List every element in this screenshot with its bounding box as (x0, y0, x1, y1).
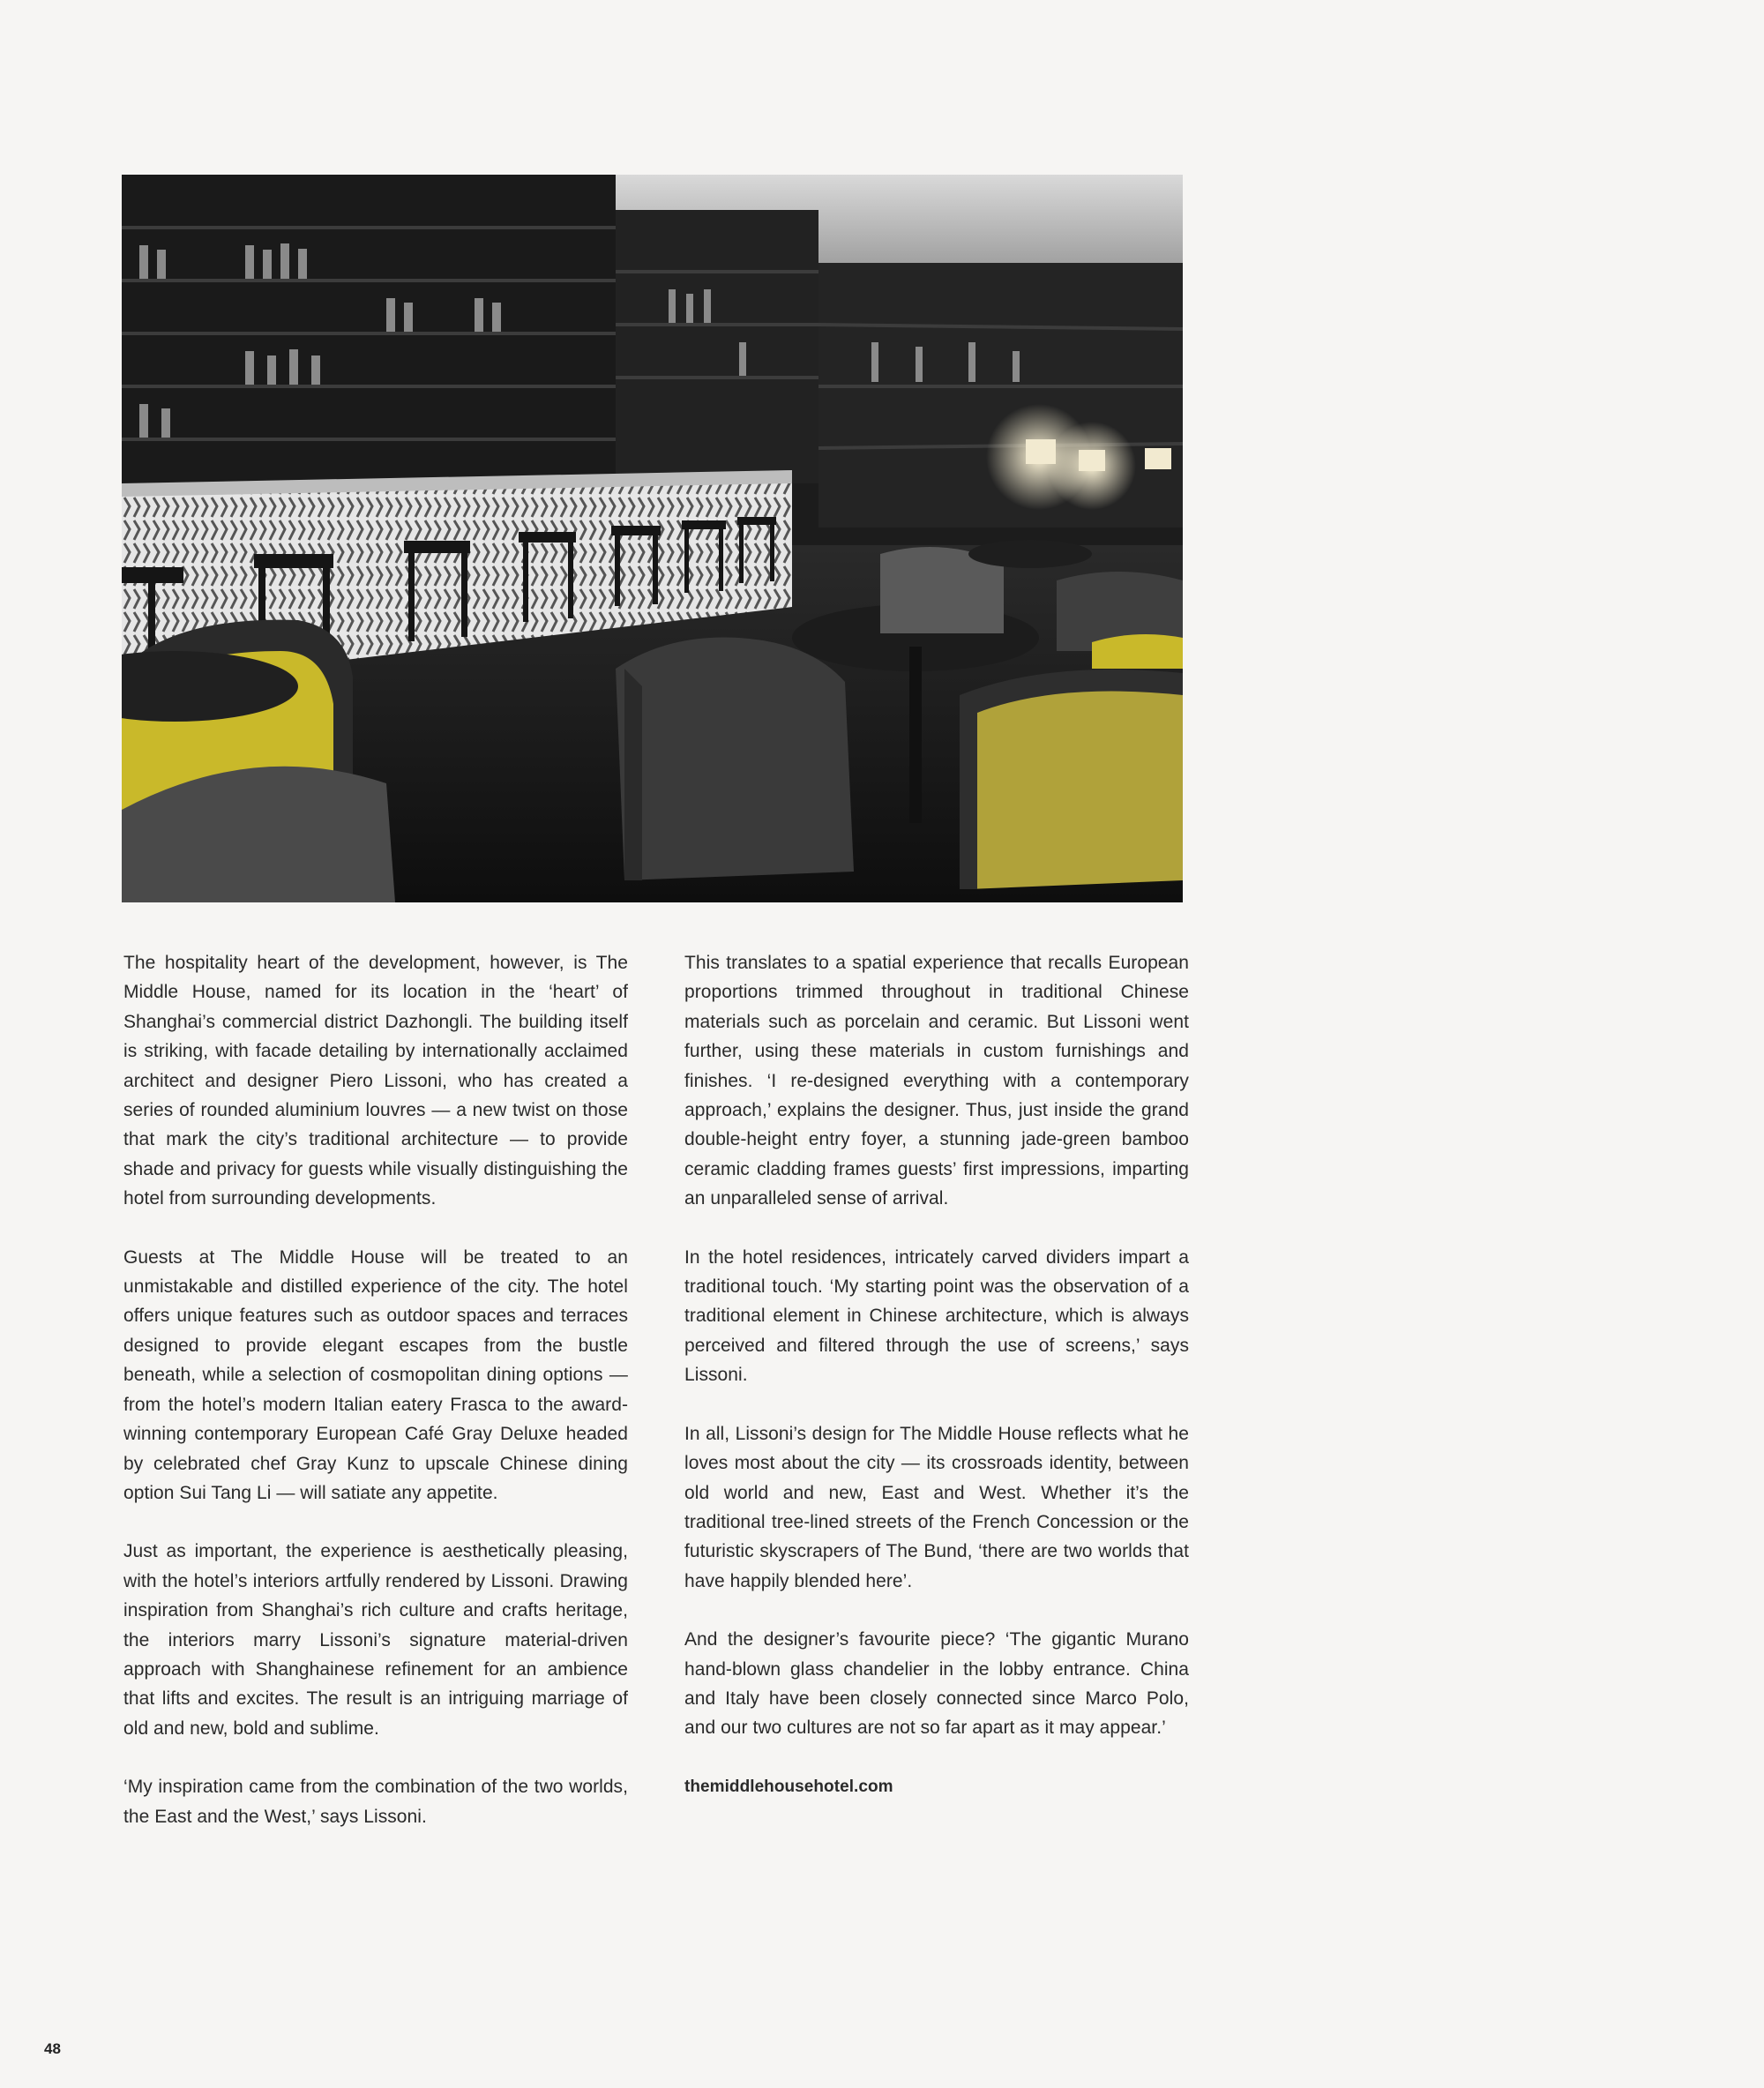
body-paragraph: The hospitality heart of the development, however, is The Middle House, named for its location in the ‘heart’ of Shanghai’s commercial district Dazhongli. The building itself is striking, with facade detailing by internationally acclaimed architect and designer Piero Lissoni, who has created a series of rounded aluminium louvres — a new twist on those that mark the city’s traditional architecture — to provide shade and privacy for guests while visually distinguishing the hotel from surrounding developments. (123, 953, 628, 1209)
bar-interior-illustration (122, 175, 1183, 902)
bar-interior-photo (122, 175, 1183, 902)
body-paragraph: This translates to a spatial experience that recalls European proportions trimmed throughout in traditional Chinese materials such as porcelain and ceramic. But Lissoni went further, using these materials in custom furnishings and finishes. ‘I re-designed everything with a contemporary approach,’ explains the designer. Thus, just inside the grand double-height entry foyer, a stunning jade-green bamboo ceramic cladding frames guests’ first impressions, imparting an unparalleled sense of arrival. (684, 953, 1189, 1209)
body-paragraph: ‘My inspiration came from the combination of the two worlds, the East and the West,’ says Lissoni. (123, 1777, 628, 1827)
right-text-column (684, 948, 1189, 1801)
body-paragraph: Just as important, the experience is aesthetically pleasing, with the hotel’s interiors artfully rendered by Lissoni. Drawing inspiration from Shanghai’s rich culture and crafts heritage, the interiors marry Lissoni’s signature material-driven approach with Shanghainese refinement for an ambience that lifts and excites. The result is an intriguing marriage of old and new, bold and sublime. (123, 1541, 628, 1739)
website-link[interactable]: themiddlehousehotel.com (684, 1777, 893, 1796)
left-text-column (123, 948, 628, 1860)
body-paragraph: Guests at The Middle House will be treated to an unmistakable and distilled experience of the city. The hotel offers unique features such as outdoor spaces and terraces designed to provide elegant escapes from the bustle beneath, while a selection of cosmopolitan dining options — from the hotel’s modern Italian eatery Frasca to the award-winning contemporary European Café Gray Deluxe headed by celebrated chef Gray Kunz to upscale Chinese dining option Sui Tang Li — will satiate any appetite. (123, 1246, 628, 1503)
page-number: 48 (44, 2040, 61, 2057)
body-paragraph: In the hotel residences, intricately carved dividers impart a traditional touch. ‘My starting point was the observation of a traditional element in Chinese architecture, which is always perceived and filtered through the use of screens,’ says Lissoni. (684, 1246, 1189, 1386)
body-paragraph: In all, Lissoni’s design for The Middle House reflects what he loves most about the city — its crossroads identity, between old world and new, East and West. Whether it’s the traditional tree-lined streets of the French Concession or the futuristic skyscrapers of The Bund, ‘there are two worlds that have happily blended here’. (684, 1423, 1189, 1591)
body-paragraph: And the designer’s favourite piece? ‘The gigantic Murano hand-blown glass chandelier in the lobby entrance. China and Italy have been closely connected since Marco Polo, and our two cultures are not so far apart as it may appear.’ (684, 1629, 1189, 1739)
